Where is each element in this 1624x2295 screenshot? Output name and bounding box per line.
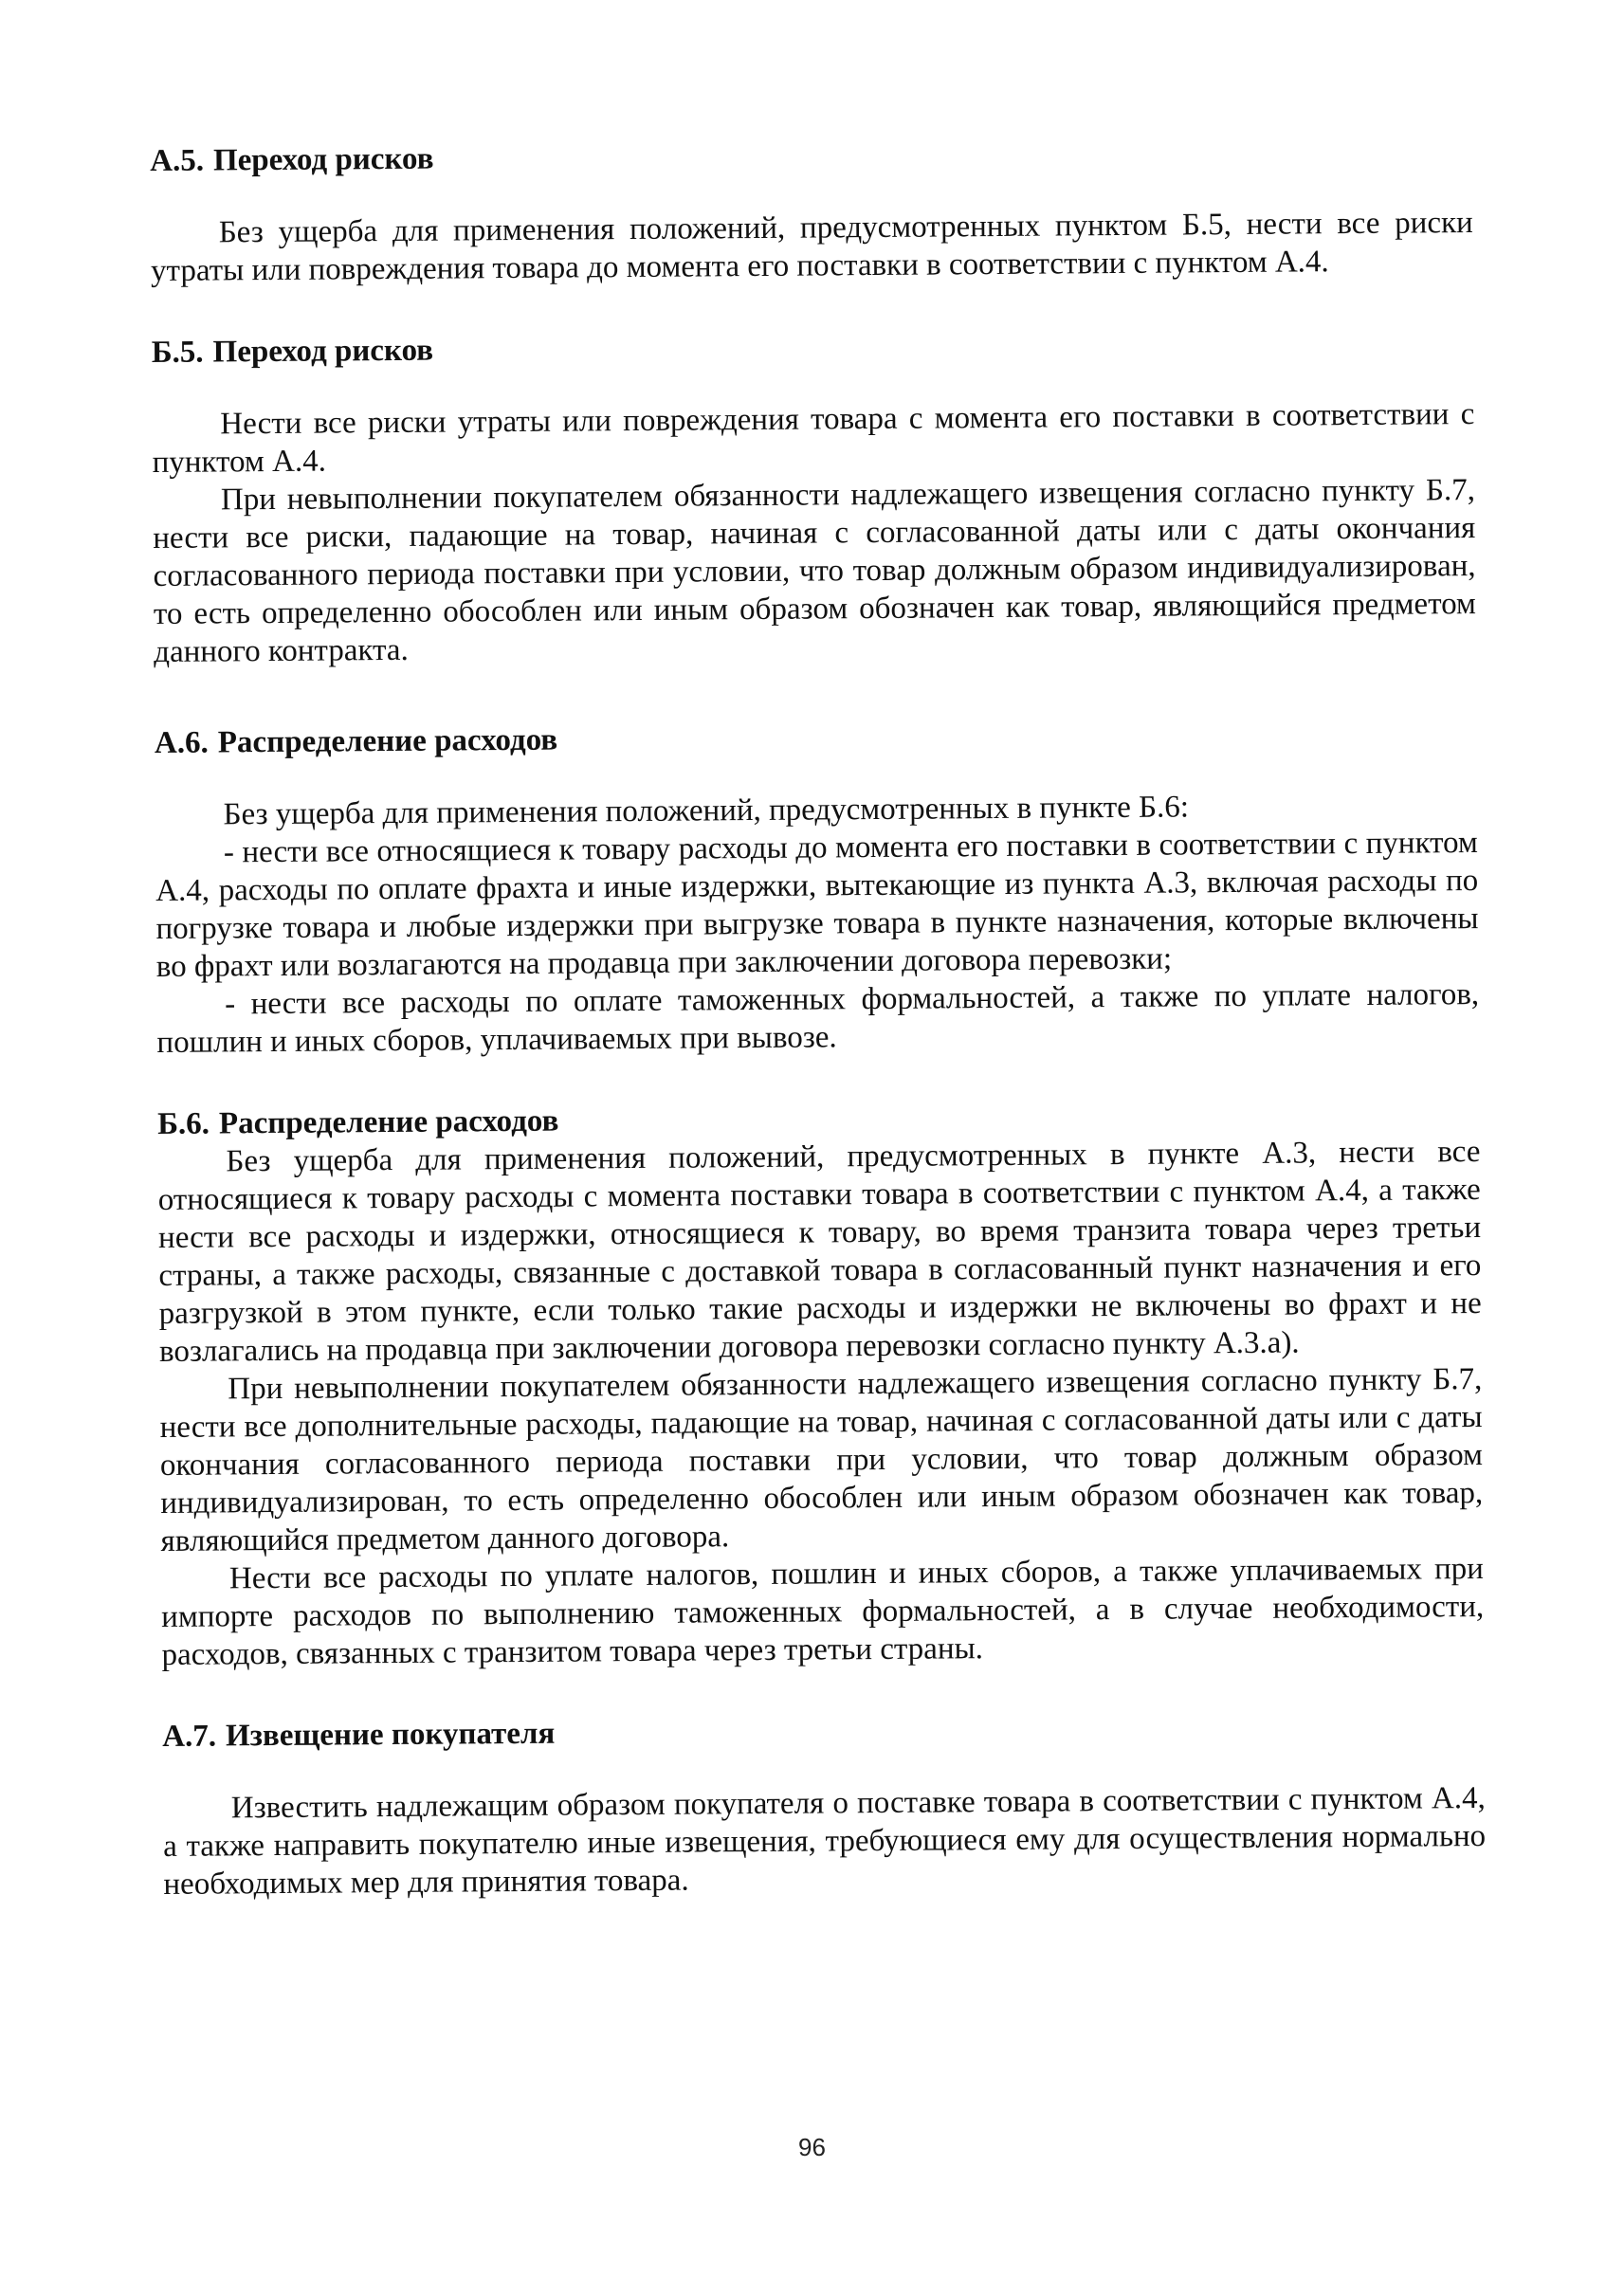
paragraph: Без ущерба для применения положений, предусмотренных в пункте Б.6: [223, 790, 1190, 832]
section-number: А.7. [162, 1719, 217, 1754]
paragraph: Нести все расходы по уплате налогов, пошлин и иных сборов, а также уплачиваемых при импорте расходов по выполнению таможенных формальностей, а в случае необходимости, расходов, связанных с транзитом товара через третьи страны. [161, 1551, 1485, 1672]
section-number: А.5. [150, 143, 205, 178]
section-a7 [162, 1707, 1486, 1903]
paragraph: При невыполнении покупателем обязанности надлежащего извещения согласно пункту Б.7, нести все риски, падающие на товар, начиная с согласованной даты или с даты окончания согласованного периода поставки при условии, что товар должным образом индивидуализирован, то есть определенно обособлен или иным образом обозначен как товар, являющийся предметом данного контракта. [153, 473, 1477, 669]
section-title: Распределение расходов [218, 1103, 559, 1141]
paragraph: Без ущерба для применения положений, предусмотренных пунктом Б.5, нести все риски утраты или повреждения товара до момента его поставки в соответствии с пунктом А.4. [150, 206, 1473, 288]
section-a6 [155, 714, 1480, 1062]
page-number: 96 [798, 2133, 826, 2161]
list-item: - нести все расходы по оплате таможенных формальностей, а также по уплате налогов, пошлин и иных сборов, уплачиваемых при вывозе. [156, 977, 1480, 1060]
paragraph: При невыполнении покупателем обязанности надлежащего извещения согласно пункту Б.7, нести все дополнительные расходы, падающие на товар, начиная с согласованной даты или с даты окончания согласованного периода поставки при условии, что товар должным образом индивидуализирован, то есть определенно обособлен или иным образом обозначен как товар, являющийся предметом данного договора. [159, 1362, 1484, 1558]
section-b5 [152, 323, 1477, 671]
paragraph: Нести все риски утраты или повреждения товара с момента его поставки в соответствии с пунктом А.4. [152, 397, 1475, 480]
list-item: - нести все относящиеся к товару расходы до момента его поставки в соответствии с пунктом А.4, расходы по оплате фрахта и иные издержки, вытекающие из пункта А.3, включая расходы по погрузке товара и любые издержки при выгрузке товара в пункте назначения, которые включены во фрахт или возлагаются на продавца при заключении договора перевозки; [155, 826, 1479, 984]
section-number: Б.6. [156, 1106, 210, 1141]
paragraph: Известить надлежащим образом покупателя о поставке товара в соответствии с пунктом А.4, а также направить покупателю иные извещения, требующиеся ему для осуществления нормально необходимых мер для принятия товара. [162, 1780, 1487, 1902]
section-number: Б.5. [151, 335, 204, 370]
section-number: А.6. [154, 725, 209, 760]
document-page [150, 132, 1487, 1903]
section-title: Переход рисков [212, 141, 434, 178]
section-a5 [150, 132, 1473, 290]
section-b6 [157, 1095, 1485, 1674]
paragraph: Без ущерба для применения положений, предусмотренных в пункте А.3, нести все относящиеся к товару расходы с момента поставки товара в соответствии с пунктом А.4, а также нести все расходы и издержки, относящиеся к товару, во время транзита товара через третьи страны, а также расходы, связанные с доставкой товара в согласованный пункт назначения и его разгрузкой в этом пункте, если только такие расходы и издержки не включены во фрахт и не возлагались на продавца при заключении договора перевозки согласно пункту А.3.а). [157, 1135, 1482, 1369]
section-title: Переход рисков [212, 333, 434, 370]
section-title: Извещение покупателя [225, 1716, 556, 1754]
section-title: Распределение расходов [217, 722, 558, 760]
